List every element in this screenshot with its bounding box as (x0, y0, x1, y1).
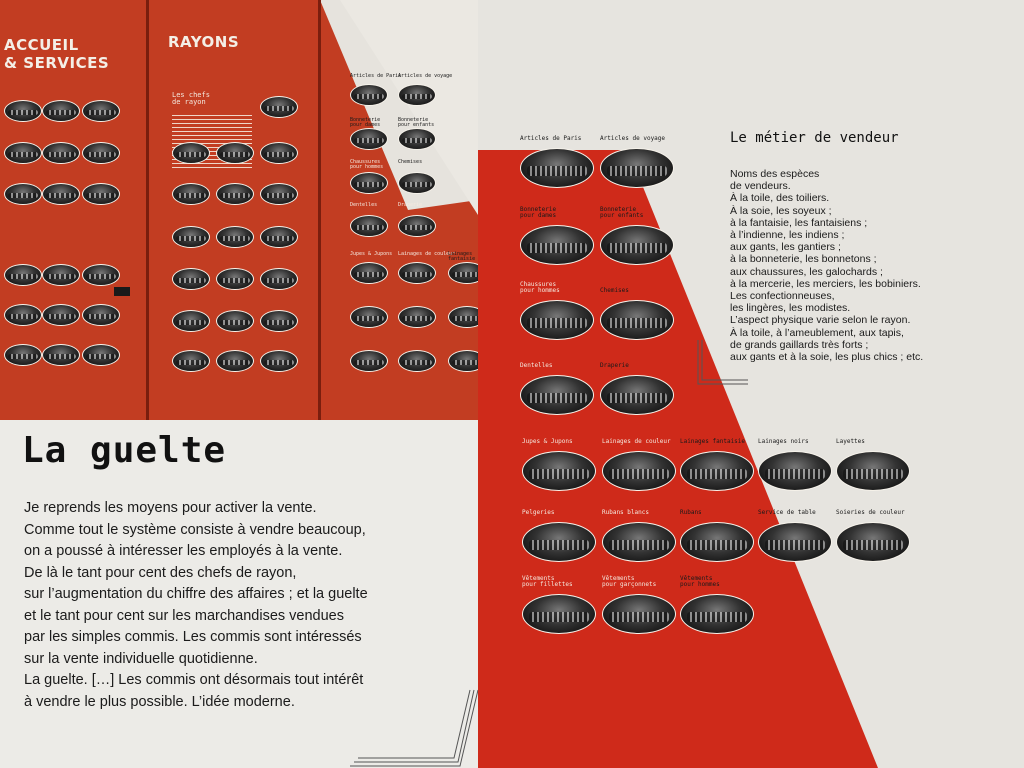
staff-photo (758, 451, 832, 491)
photo-caption: Chaussures pour hommes (350, 159, 384, 171)
staff-photo (836, 451, 910, 491)
text-line: de grands gaillards très forts ; (730, 338, 869, 351)
staff-photo (216, 268, 254, 290)
staff-photo (216, 310, 254, 332)
staff-photo (600, 300, 674, 340)
left-upper-wall (0, 0, 478, 420)
staff-photo (82, 100, 120, 122)
staff-photo (260, 226, 298, 248)
staff-photo (600, 148, 674, 188)
photo-caption: Dentelles (350, 202, 378, 208)
staff-photo (4, 264, 42, 286)
staff-photo (82, 183, 120, 205)
photo-caption: Chemises (398, 159, 423, 165)
staff-photo (260, 96, 298, 118)
staff-photo (522, 451, 596, 491)
staff-photo (82, 264, 120, 286)
text-line: à vendre le plus possible. L’idée moderne. (24, 693, 295, 710)
staff-photo (42, 100, 80, 122)
photo-caption: Layettes (836, 438, 865, 445)
photo-caption: Articles de Paris (520, 135, 582, 142)
decorative-lines (340, 688, 478, 768)
staff-photo (82, 344, 120, 366)
decorative-corner-lines (696, 338, 756, 388)
staff-photo (836, 522, 910, 562)
text-line: À la toile, des toiliers. (730, 192, 830, 205)
text-line: Comme tout le système consiste à vendre beaucoup, (24, 521, 366, 538)
text-line: à l’indienne, les indiens ; (730, 229, 845, 242)
photo-caption: Jupes & Jupons (522, 438, 573, 445)
staff-photo (398, 172, 436, 194)
staff-photo (520, 375, 594, 415)
photo-caption: Lainages de couleur (602, 438, 671, 445)
staff-photo (680, 594, 754, 634)
staff-photo (42, 264, 80, 286)
text-line: Je reprends les moyens pour activer la vente. (24, 500, 317, 516)
photo-caption: Soieries de couleur (836, 509, 905, 516)
staff-photo (350, 350, 388, 372)
staff-photo (4, 142, 42, 164)
text-line: aux gants, les gantiers ; (730, 241, 841, 254)
staff-photo (4, 304, 42, 326)
text-line: Les confectionneuses, (730, 290, 835, 303)
text-line: par les simples commis. Les commis sont intéressés (24, 629, 362, 645)
staff-photo (680, 522, 754, 562)
photo-caption: Bonneterie pour dames (350, 117, 381, 129)
dark-tag (114, 287, 130, 296)
photo-caption: Articles de Paris (350, 73, 402, 79)
staff-photo (172, 183, 210, 205)
staff-photo (216, 350, 254, 372)
photo-caption: Pelgeries (522, 509, 555, 516)
staff-photo (602, 594, 676, 634)
photo-caption: Bonneterie pour dames (520, 206, 557, 220)
staff-photo (398, 262, 436, 284)
text-line: sur l’augmentation du chiffre des affaires ; et la guelte (24, 586, 368, 602)
staff-photo (216, 226, 254, 248)
staff-photo (602, 522, 676, 562)
text-line: sur la vente individuelle quotidienne. (24, 650, 258, 667)
staff-photo (172, 268, 210, 290)
text-line: L’aspect physique varie selon le rayon. (730, 314, 911, 327)
staff-photo (4, 344, 42, 366)
staff-photo (350, 215, 388, 237)
text-line: À la toile, à l’ameublement, aux tapis, (730, 326, 904, 339)
text-line: de vendeurs. (730, 180, 791, 193)
staff-photo (216, 142, 254, 164)
staff-photo (260, 268, 298, 290)
guelte-title: La guelte (22, 430, 227, 471)
staff-photo (4, 100, 42, 122)
staff-photo (520, 225, 594, 265)
staff-photo (172, 226, 210, 248)
panel-divider (146, 0, 149, 420)
staff-photo (350, 306, 388, 328)
photo-caption: Rubans blancs (602, 509, 649, 516)
staff-photo (216, 183, 254, 205)
staff-photo (350, 84, 388, 106)
staff-photo (520, 148, 594, 188)
metier-title: Le métier de vendeur (730, 130, 899, 146)
staff-photo (520, 300, 594, 340)
staff-photo (82, 142, 120, 164)
photo-caption: Vêtements pour garçonnets (602, 575, 657, 589)
staff-photo (398, 306, 436, 328)
chefs-de-rayon-title: Les chefs de rayon (172, 91, 210, 107)
staff-photo (260, 142, 298, 164)
text-line: et le tant pour cent sur les marchandises vendues (24, 607, 344, 624)
photo-caption: Jupes & Jupons (350, 251, 393, 257)
staff-photo (4, 183, 42, 205)
guelte-text (24, 498, 368, 713)
staff-photo (600, 375, 674, 415)
staff-photo (260, 183, 298, 205)
staff-photo (398, 84, 436, 106)
staff-photo (350, 128, 388, 150)
heading-rayons: RAYONS (168, 33, 240, 51)
staff-photo (260, 310, 298, 332)
photo-caption: Lainages de couleur (398, 251, 456, 257)
photo-caption: Vêtements pour hommes (680, 575, 720, 589)
text-line: De là le tant pour cent des chefs de rayon, (24, 564, 297, 581)
photo-caption: Lainages fantaisie (448, 251, 476, 263)
metier-panel (478, 0, 1024, 768)
text-line: on a poussé à intéresser les employés à la vente. (24, 543, 343, 559)
guelte-panel (0, 420, 478, 768)
photo-caption: Vêtements pour fillettes (522, 575, 573, 589)
photo-caption: Chaussures pour hommes (520, 281, 560, 295)
photo-caption: Articles de voyage (600, 135, 666, 142)
photo-caption: Dentelles (520, 362, 553, 369)
staff-photo (42, 183, 80, 205)
staff-photo (172, 142, 210, 164)
photo-caption: Service de table (758, 509, 816, 516)
staff-photo (350, 262, 388, 284)
staff-photo (448, 350, 478, 372)
text-line: à la fantaisie, les fantaisiens ; (730, 216, 868, 229)
staff-photo (350, 172, 388, 194)
photo-caption: Lainages fantaisie (680, 438, 746, 445)
staff-photo (448, 262, 478, 284)
staff-photo (448, 306, 478, 328)
photo-caption: Lainages noirs (758, 438, 809, 445)
photo-caption: Articles de voyage (398, 73, 453, 79)
staff-photo (172, 310, 210, 332)
text-line: aux chaussures, les galochards ; (730, 265, 883, 278)
metier-text (730, 168, 923, 363)
staff-photo (522, 522, 596, 562)
staff-photo (42, 344, 80, 366)
staff-photo (758, 522, 832, 562)
staff-photo (42, 142, 80, 164)
staff-photo (398, 128, 436, 150)
text-line: à la mercerie, les merciers, les bobiniers. (730, 277, 921, 290)
photo-caption: Bonneterie pour enfants (398, 117, 435, 129)
text-line: Noms des espèces (730, 168, 820, 180)
staff-photo (398, 350, 436, 372)
staff-photo (42, 304, 80, 326)
photo-caption: Draperie (398, 202, 423, 208)
photo-caption: Bonneterie pour enfants (600, 206, 644, 220)
photo-caption: Chemises (600, 287, 629, 294)
text-line: à la bonneterie, les bonnetons ; (730, 253, 877, 266)
staff-photo (600, 225, 674, 265)
text-line: À la soie, les soyeux ; (730, 204, 832, 217)
staff-photo (602, 451, 676, 491)
photo-caption: Rubans (680, 509, 702, 516)
staff-photo (260, 350, 298, 372)
panel-divider (318, 0, 321, 420)
staff-photo (522, 594, 596, 634)
staff-photo (172, 350, 210, 372)
heading-accueil: ACCUEIL & SERVICES (4, 36, 110, 72)
text-line: aux gants et à la soie, les plus chics ; etc. (730, 351, 924, 364)
staff-photo (398, 215, 436, 237)
photo-caption: Draperie (600, 362, 629, 369)
staff-photo (680, 451, 754, 491)
text-line: les lingères, les modistes. (730, 302, 851, 315)
staff-photo (82, 304, 120, 326)
text-line: La guelte. […] Les commis ont désormais tout intérêt (24, 672, 364, 688)
